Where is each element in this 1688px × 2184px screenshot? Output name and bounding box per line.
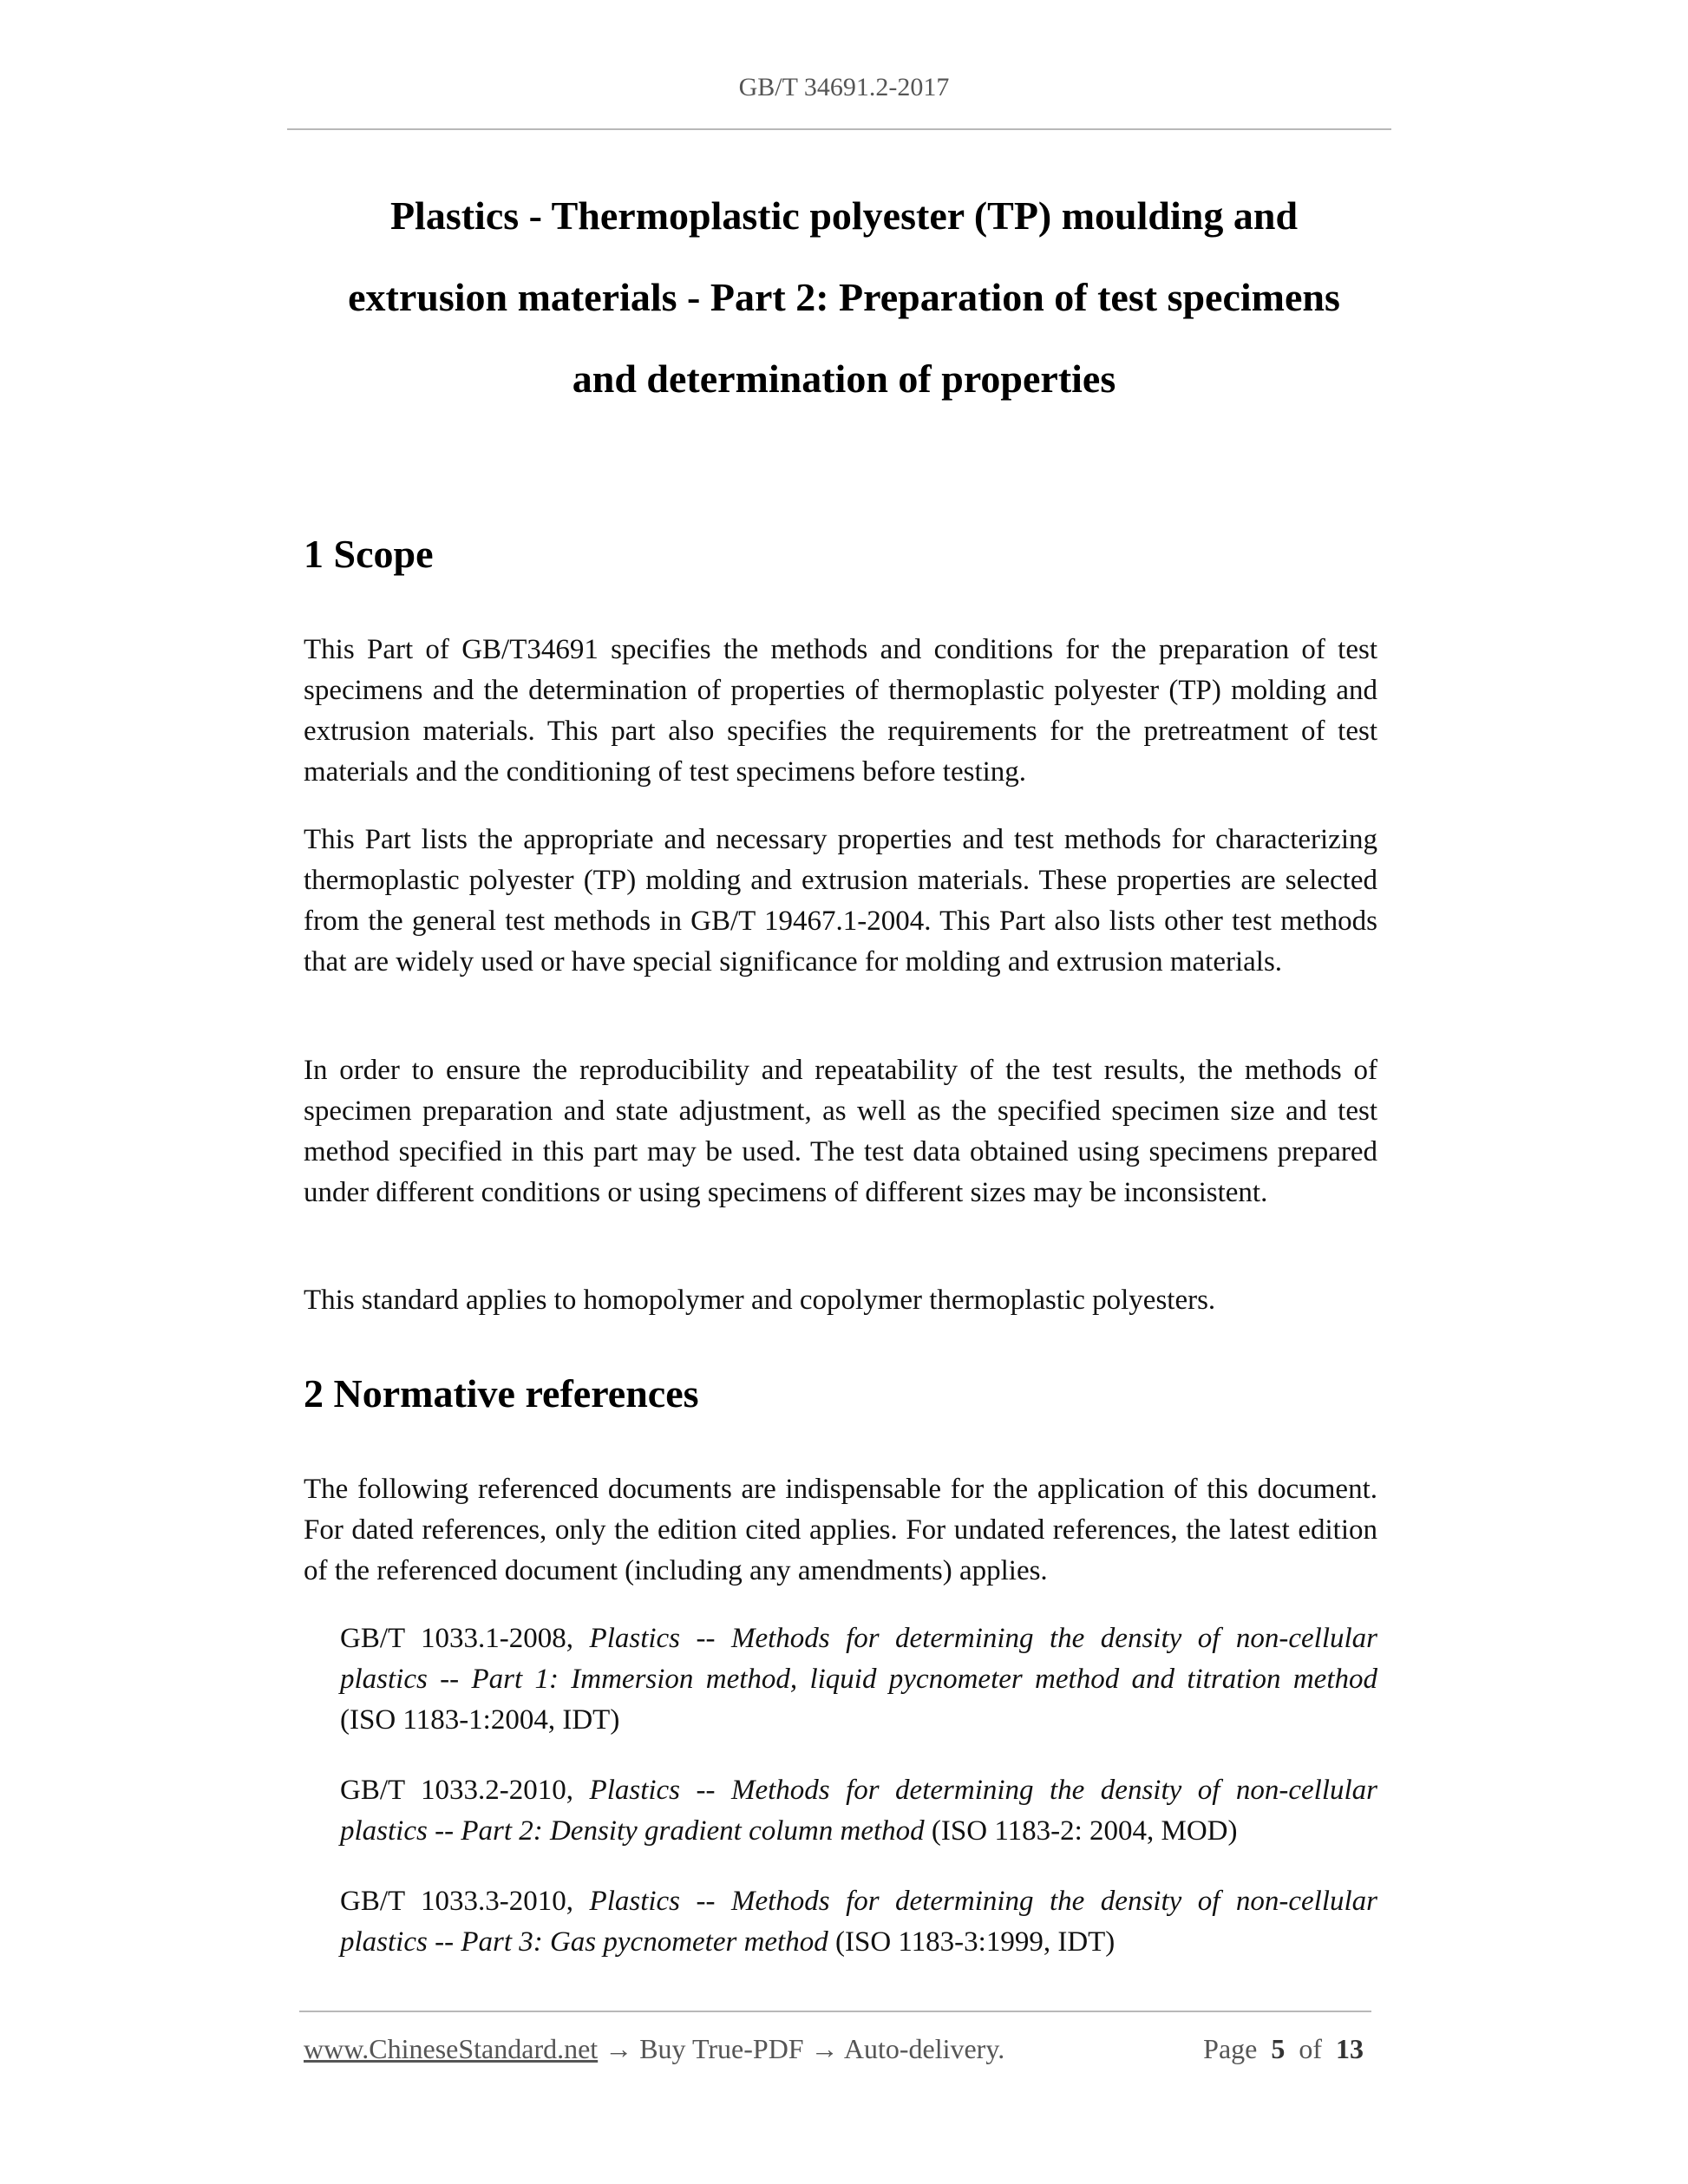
reference-code: GB/T 1033.3-2010,: [340, 1886, 574, 1917]
page-current: 5: [1271, 2033, 1286, 2064]
reference-suffix: (ISO 1183-2: 2004, MOD): [931, 1815, 1238, 1847]
title-line-3: and determination of properties: [572, 356, 1116, 401]
header-divider: [287, 128, 1391, 130]
reference-item: [340, 1770, 1377, 1852]
document-title: [260, 175, 1428, 420]
page-label: Page: [1203, 2033, 1258, 2064]
reference-title: Plastics -- Methods for determining the density of non-cellular plastics -- Part 3: Gas pycnometer method: [340, 1886, 1378, 1958]
references-intro: The following referenced documents are indispensable for the application of this document. For dated references, only the edition cited applies. For undated references, the latest edition of the referenced document (including any amendments) applies.: [304, 1474, 1377, 1586]
scope-paragraph-3: In order to ensure the reproducibility and repeatability of the test results, the methods of specimen preparation and state adjustment, as well as the specified specimen size and test method specified in this part may be used. The test data obtained using specimens prepared under different conditions or using specimens of different sizes may be inconsistent.: [304, 1055, 1377, 1208]
of-label: of: [1299, 2033, 1322, 2064]
scope-paragraph-2: This Part lists the appropriate and necessary properties and test methods for characterizing thermoplastic polyester (TP) molding and extrusion materials. These properties are selected from the general test methods in GB/T 19467.1-2004. This Part also lists other test methods that are widely used or have special significance for molding and extrusion materials.: [304, 824, 1377, 978]
section-heading-scope: 1 Scope: [304, 532, 434, 576]
section-heading-normative-references: 2 Normative references: [304, 1371, 699, 1416]
reference-suffix: (ISO 1183-1:2004, IDT): [340, 1704, 620, 1736]
page-indicator: [1203, 2033, 1364, 2065]
reference-item: [340, 1881, 1377, 1963]
title-line-2: extrusion materials - Part 2: Preparation of test specimens: [348, 275, 1340, 319]
reference-title: Plastics -- Methods for determining the density of non-cellular plastics -- Part 1: Immersion method, liquid pycnometer method and titration method: [340, 1623, 1378, 1695]
footer-divider: [299, 2011, 1371, 2012]
reference-item: [340, 1618, 1377, 1741]
website-link[interactable]: www.ChineseStandard.net: [304, 2033, 599, 2064]
title-line-1: Plastics - Thermoplastic polyester (TP) moulding and: [389, 193, 1299, 238]
document-header: GB/T 34691.2-2017: [738, 73, 950, 101]
footer-promo: [304, 2033, 1004, 2065]
reference-title: Plastics -- Methods for determining the density of non-cellular plastics -- Part 2: Density gradient column method: [340, 1775, 1378, 1847]
scope-paragraph-1: This Part of GB/T34691 specifies the methods and conditions for the preparation of test specimens and the determination of properties of thermoplastic polyester (TP) molding and extrusion materials. This part also specifies the requirements for the pretreatment of test materials and the conditioning of test specimens before testing.: [304, 634, 1377, 788]
reference-code: GB/T 1033.1-2008,: [340, 1623, 574, 1654]
footer-promo-text: → Buy True-PDF → Auto-delivery.: [605, 2033, 1005, 2064]
page-total: 13: [1336, 2033, 1364, 2064]
reference-code: GB/T 1033.2-2010,: [340, 1775, 574, 1806]
scope-paragraph-4: This standard applies to homopolymer and copolymer thermoplastic polyesters.: [304, 1285, 1216, 1316]
reference-suffix: (ISO 1183-3:1999, IDT): [834, 1926, 1116, 1958]
